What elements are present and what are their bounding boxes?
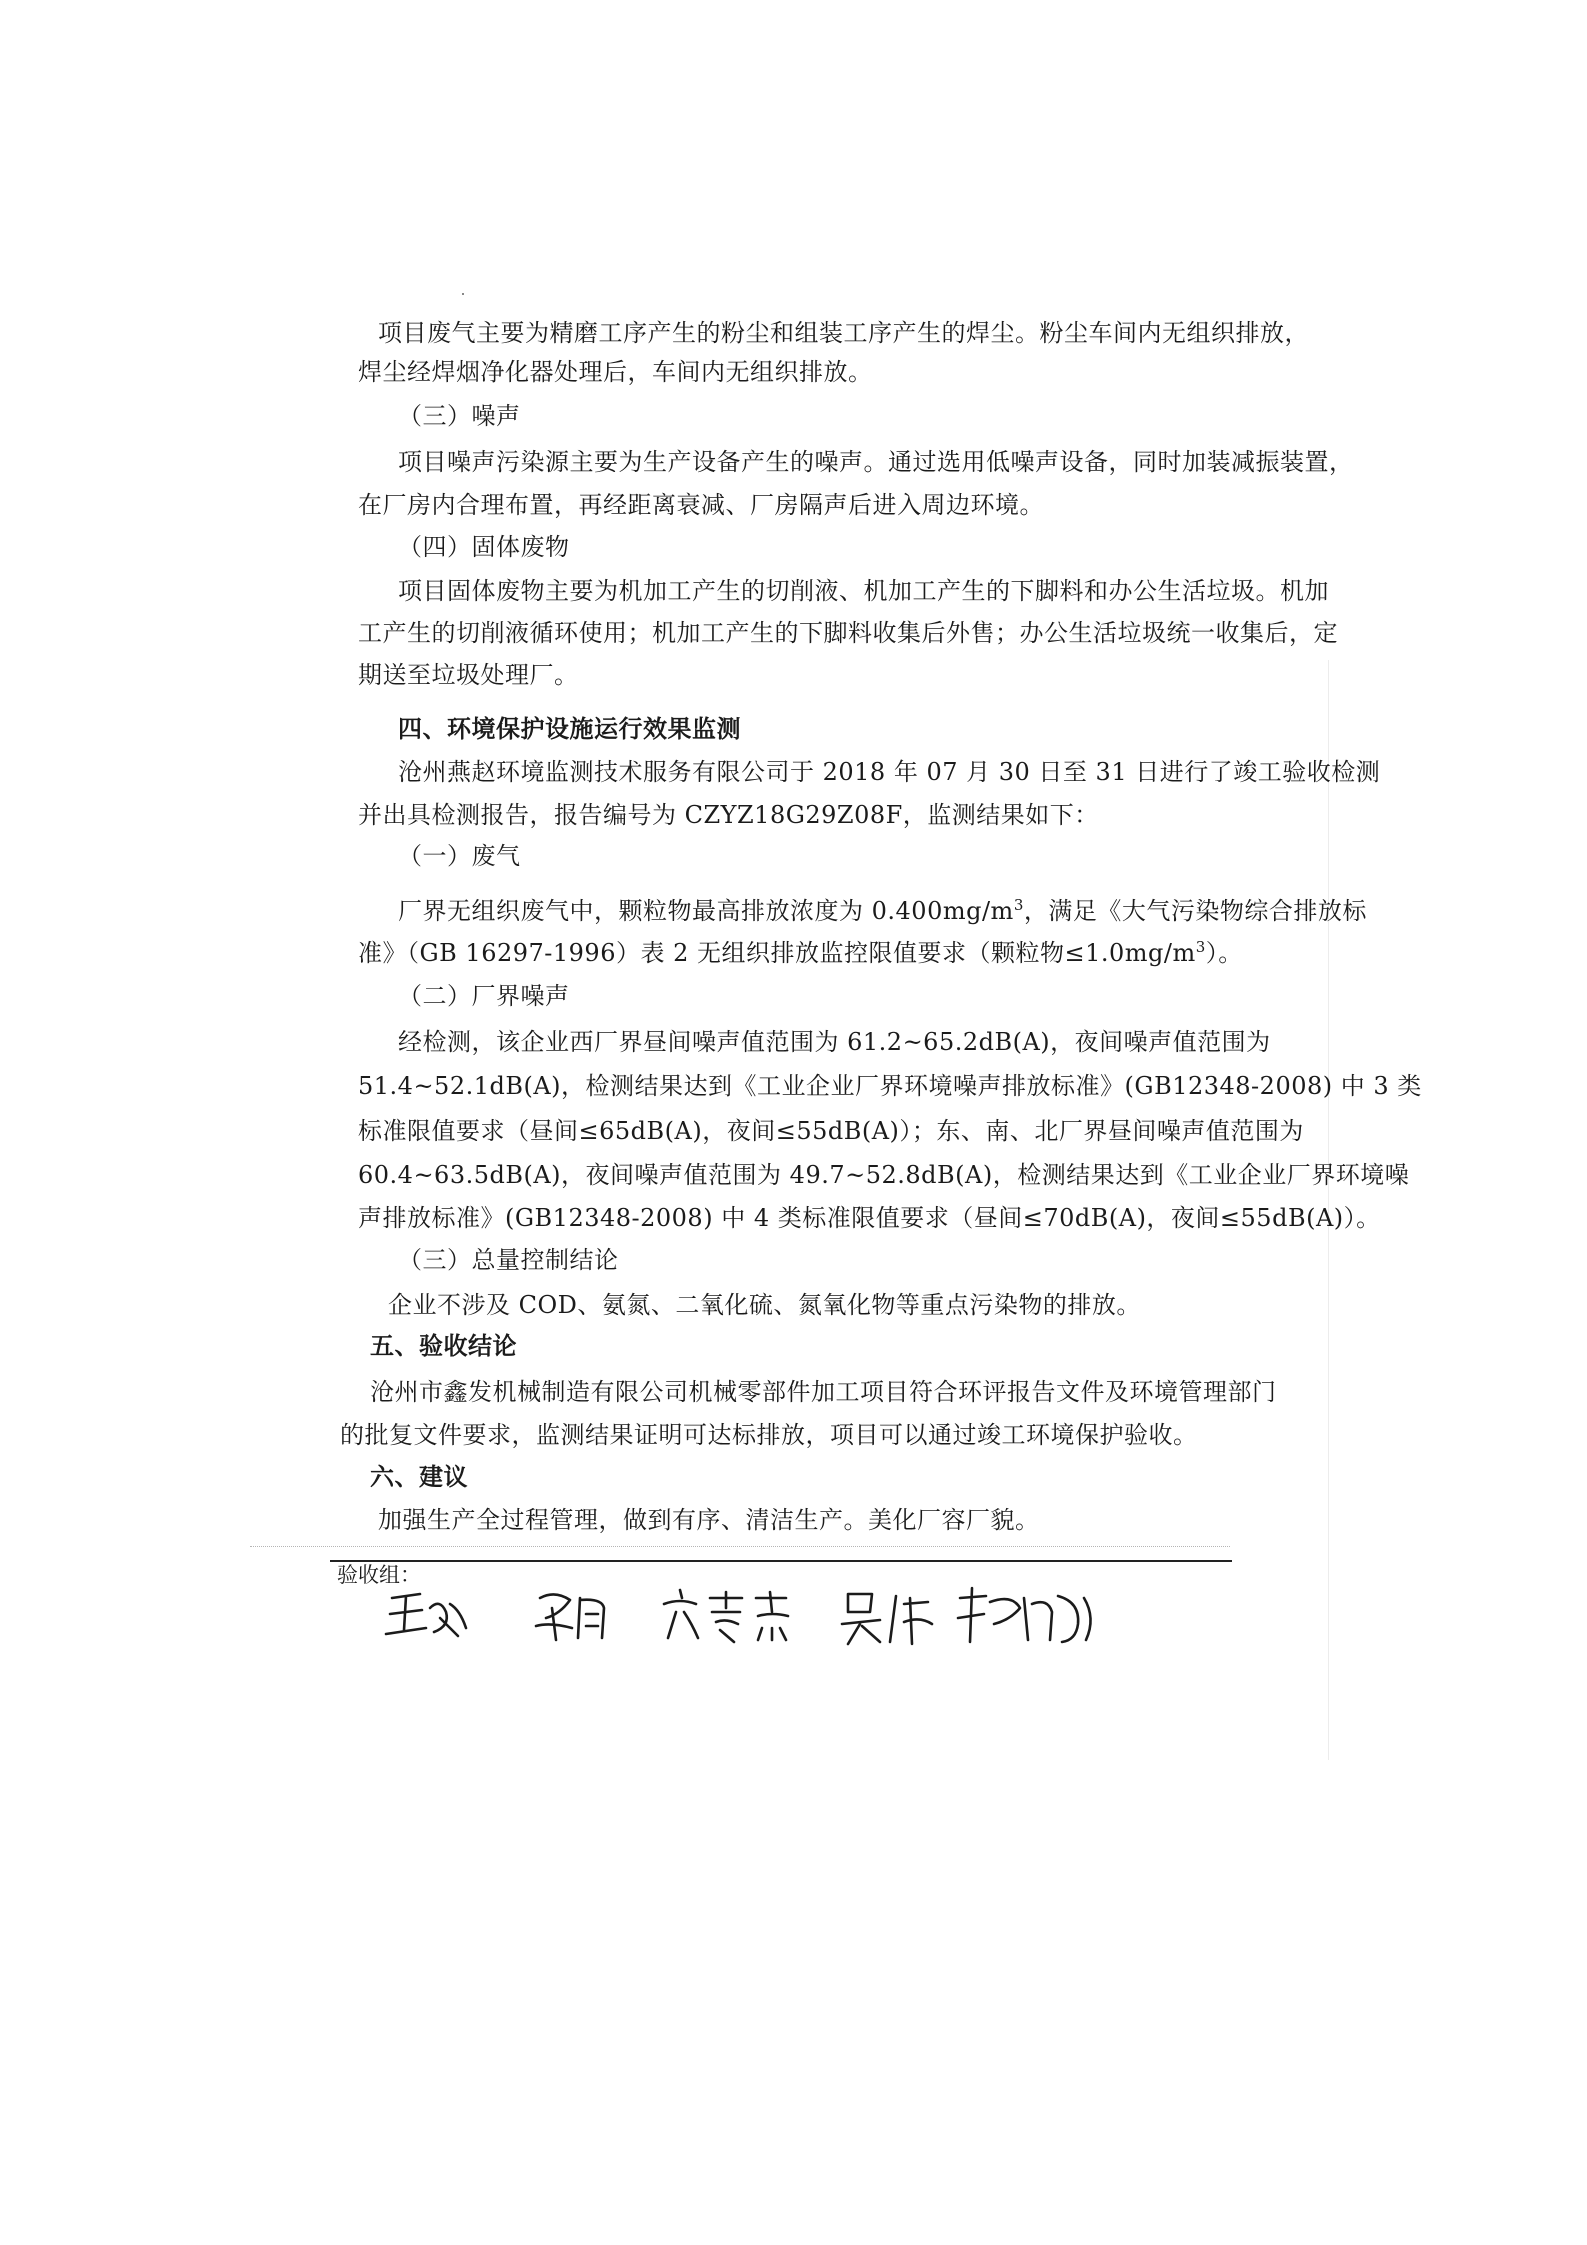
paragraph-line: 沧州燕赵环境监测技术服务有限公司于 2018 年 07 月 30 日至 31 日进行了竣工验收检测 [398,758,1381,786]
paragraph-line: 60.4~63.5dB(A)，夜间噪声值范围为 49.7~52.8dB(A)，检测结果达到《工业企业厂界环境噪 [358,1161,1410,1189]
signature-rule [330,1560,1232,1562]
signature-4 [842,1594,880,1644]
signature-4b [890,1596,932,1644]
paragraph-line: 加强生产全过程管理，做到有序、清洁生产。美化厂容厂貌。 [378,1506,1040,1534]
paragraph-line [358,937,1243,969]
subheading-noise: （三）噪声 [398,402,521,430]
subheading-boundary-noise: （二）厂界噪声 [398,982,570,1010]
paragraph-line: 并出具检测报告，报告编号为 CZYZ18G29Z08F，监测结果如下： [358,801,1099,829]
dotted-guide [250,1546,1230,1547]
paragraph-line: 沧州市鑫发机械制造有限公司机械零部件加工项目符合环评报告文件及环境管理部门 [370,1378,1277,1406]
signature-3b [710,1592,742,1642]
paragraph-line: 声排放标准》(GB12348-2008) 中 4 类标准限值要求（昼间≤70dB(A)，夜间≤55dB(A)）。 [358,1204,1381,1232]
paragraph-line: 在厂房内合理布置，再经距离衰减、厂房隔声后进入周边环境。 [358,491,1044,519]
paragraph-line: 的批复文件要求，监测结果证明可达标排放，项目可以通过竣工环境保护验收。 [340,1421,1198,1449]
signature-2b [578,1598,604,1638]
signature-label: 验收组： [337,1563,421,1587]
paragraph-line: 标准限值要求（昼间≤65dB(A)，夜间≤55dB(A)）；东、南、北厂界昼间噪声值范围为 [358,1117,1304,1145]
subheading-exhaust: （一）废气 [398,842,521,870]
text-run: 厂界无组织废气中，颗粒物最高排放浓度为 0.400mg/m [398,897,1014,925]
paragraph-line: 项目噪声污染源主要为生产设备产生的噪声。通过选用低噪声设备，同时加装减振装置， [398,448,1354,476]
handwritten-signatures [380,1568,1140,1658]
signature-2 [536,1594,572,1640]
section-heading-suggestions: 六、建议 [370,1462,468,1491]
signature-strokes [380,1568,1140,1658]
paragraph-line [398,895,1367,927]
superscript: 3 [1013,896,1024,914]
subheading-solid-waste: （四）固体废物 [398,533,570,561]
signature-5b [1024,1596,1091,1642]
section-heading-monitoring: 四、环境保护设施运行效果监测 [398,714,741,743]
text-run: ）。 [1205,939,1243,967]
paragraph-line: 项目废气主要为精磨工序产生的粉尘和组装工序产生的焊尘。粉尘车间内无组织排放， [378,319,1309,347]
subheading-total-control: （三）总量控制结论 [398,1246,619,1274]
text-run: 准》（GB 16297-1996）表 2 无组织排放监控限值要求（颗粒物≤1.0mg/m [358,939,1196,967]
signature-5 [958,1588,1020,1642]
text-run: ，满足《大气污染物综合排放标 [1023,897,1367,925]
paragraph-line: 工产生的切削液循环使用；机加工产生的下脚料收集后外售；办公生活垃圾统一收集后，定 [358,619,1338,647]
paragraph-line: 经检测，该企业西厂界昼间噪声值范围为 61.2~65.2dB(A)，夜间噪声值范围为 [398,1028,1271,1056]
paragraph-line: 51.4~52.1dB(A)，检测结果达到《工业企业厂界环境噪声排放标准》(GB12348-2008) 中 3 类 [358,1072,1422,1100]
superscript: 3 [1195,938,1206,956]
paragraph-line: 焊尘经焊烟净化器处理后，车间内无组织排放。 [358,358,873,386]
signature-3c [756,1592,788,1640]
scan-speck [462,293,464,295]
signature-3 [664,1590,698,1638]
section-heading-conclusion: 五、验收结论 [370,1331,517,1360]
paragraph-line: 项目固体废物主要为机加工产生的切削液、机加工产生的下脚料和办公生活垃圾。机加 [398,577,1329,605]
signature-1b [430,1604,466,1636]
paragraph-line: 企业不涉及 COD、氨氮、二氧化硫、氮氧化物等重点污染物的排放。 [388,1291,1141,1319]
paragraph-line: 期送至垃圾处理厂。 [358,661,579,689]
signature-1 [386,1594,426,1634]
